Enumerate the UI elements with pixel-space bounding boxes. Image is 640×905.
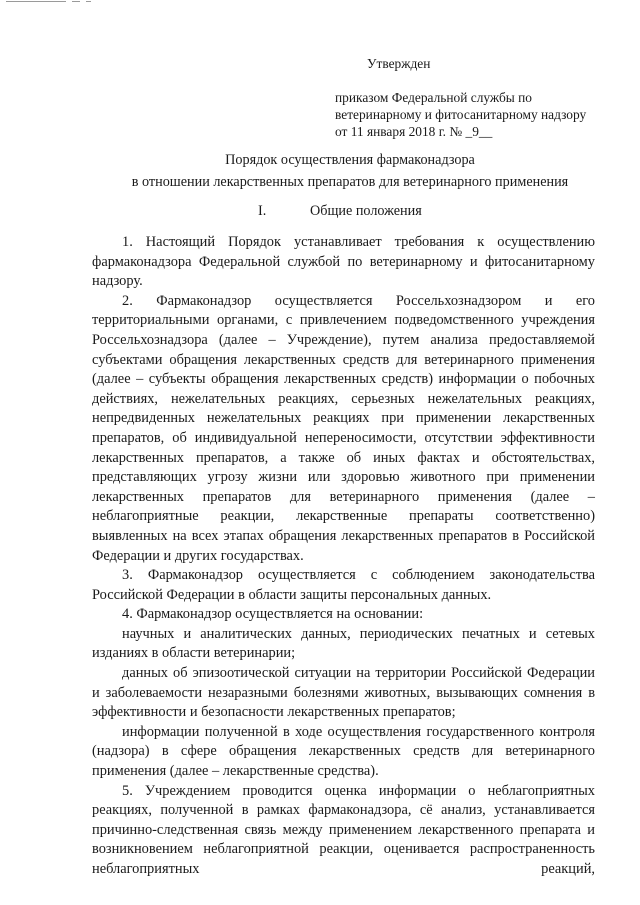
approval-block xyxy=(335,55,635,140)
section-heading xyxy=(258,203,422,220)
paragraph: 1. Настоящий Порядок устанавливает требования к осуществлению фармаконадзора Федеральной службой по ветеринарному и фитосанитарному надзору. xyxy=(92,234,595,290)
document-title xyxy=(100,149,600,193)
paragraph: 3. Фармаконадзор осуществляется с соблюдением законодательства Российской Федерации в области защиты персональных данных. xyxy=(92,567,595,603)
title-line: в отношении лекарственных препаратов для ветеринарного применения xyxy=(131,174,569,190)
paragraph: научных и аналитических данных, периодических печатных и сетевых изданиях в области ветеринарии; xyxy=(92,625,595,662)
approval-line: ветеринарному и фитосанитарному надзору xyxy=(335,107,587,122)
paragraph: 4. Фармаконадзор осуществляется на основании: xyxy=(122,606,424,623)
document-body xyxy=(92,233,595,880)
paragraph: 5. Учреждением проводится оценка информации о неблагоприятных реакциях, полученной в рамках фармаконадзора, сё анализ, устанавливается причинно-следственная связь между применением лекарственного препарата и возникновением неблагоприятной реакции, оценивается распространенность неблагоприятных реакций, xyxy=(92,782,595,877)
approval-line: от 11 января 2018 г. № _9__ xyxy=(335,124,493,139)
paragraph: информации полученной в ходе осуществления государственного контроля (надзора) в сфере обращения лекарственных средств для ветеринарного применения (далее – лекарственные средства). xyxy=(92,723,595,780)
approval-line: приказом Федеральной службы по xyxy=(335,90,533,105)
approval-heading: Утвержден xyxy=(367,56,431,71)
title-line: Порядок осуществления фармаконадзора xyxy=(225,152,475,168)
paragraph: данных об эпизоотической ситуации на территории Российской Федерации и заболеваемости незаразными болезнями животных, вызывающих сомнения в эффективности и безопасности лекарственных препаратов; xyxy=(92,665,595,721)
section-number: I. xyxy=(258,203,267,219)
paragraph: 2. Фармаконадзор осуществляется Россельхознадзором и его территориальными органами, с привлечением подведомственного учреждения Россельхознадзора (далее – Учреждение), путем анализа предоставляемой субъектами обращения лекарственных средств для ветеринарного применения (далее – субъекты обращения лекарственных средств) информации о побочных действиях, нежелательных реакциях, серьезных нежелательных реакциях, непредвиденных нежелательных реакциях при применении лекарственных препаратов, об индивидуальной непереносимости, отсутствии эффективности лекарственных препаратов, а также об иных фактах и обстоятельствах, представляющих угрозу жизни или здоровью животного при применении лекарственных препаратов для ветеринарного применения (далее – неблагоприятные реакции, лекарственные препараты соответственно) выявленных на всех этапах обращения лекарственных препаратов в Российской Федерации и других государствах. xyxy=(92,292,595,564)
section-title: Общие положения xyxy=(310,203,422,219)
scan-edge-marks xyxy=(0,0,640,4)
